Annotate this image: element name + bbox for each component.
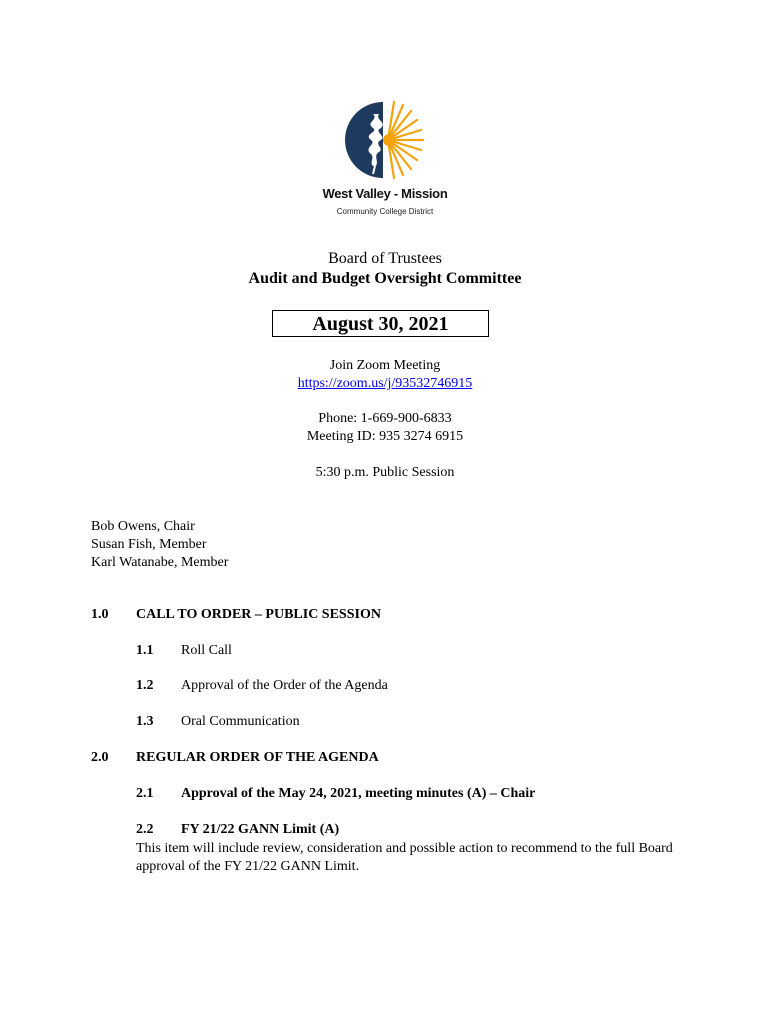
agenda-item-text: Oral Communication [181, 714, 300, 729]
agenda-item-text: Approval of the May 24, 2021, meeting minutes (A) – Chair [181, 786, 536, 801]
session-time: 5:30 p.m. Public Session [315, 465, 455, 480]
board-title: Board of Trustees [328, 250, 442, 267]
section-number: 1.0 [91, 607, 109, 622]
oak-leaf-sun-emblem-icon [343, 100, 427, 180]
district-logo [310, 100, 460, 220]
committee-members [91, 518, 228, 572]
zoom-label: Join Zoom Meeting [329, 358, 441, 373]
agenda-item-number: 1.3 [136, 714, 154, 729]
phone-number: Phone: 1-669-900-6833 [318, 411, 452, 426]
agenda-item-number: 2.1 [136, 786, 154, 801]
committee-title: Audit and Budget Oversight Committee [248, 270, 522, 287]
agenda-section [91, 607, 109, 623]
agenda-item-text: Approval of the Order of the Agenda [181, 678, 388, 693]
meeting-id: Meeting ID: 935 3274 6915 [306, 429, 464, 444]
section-number: 2.0 [91, 750, 109, 765]
member-item: Susan Fish, Member [91, 537, 207, 552]
agenda-item-description: This item will include review, consideration and possible action to recommend to the full Board approval of the FY 21/22 GANN Limit. [136, 841, 673, 874]
zoom-link[interactable]: https://zoom.us/j/93532746915 [297, 376, 473, 391]
agenda-item-number: 1.2 [136, 678, 154, 693]
logo-subtitle: Community College District [336, 207, 434, 216]
member-item: Karl Watanabe, Member [91, 555, 229, 570]
agenda-item-number: 1.1 [136, 643, 154, 658]
agenda-item-text: Roll Call [181, 643, 232, 658]
logo-wordmark: West Valley - Mission [322, 186, 448, 201]
member-item: Bob Owens, Chair [91, 519, 195, 534]
agenda-item-number: 2.2 [136, 822, 154, 837]
agenda-item-text: FY 21/22 GANN Limit (A) [181, 822, 340, 837]
section-title: REGULAR ORDER OF THE AGENDA [136, 750, 379, 765]
section-title: CALL TO ORDER – PUBLIC SESSION [136, 607, 381, 622]
meeting-date: August 30, 2021 [272, 310, 489, 337]
